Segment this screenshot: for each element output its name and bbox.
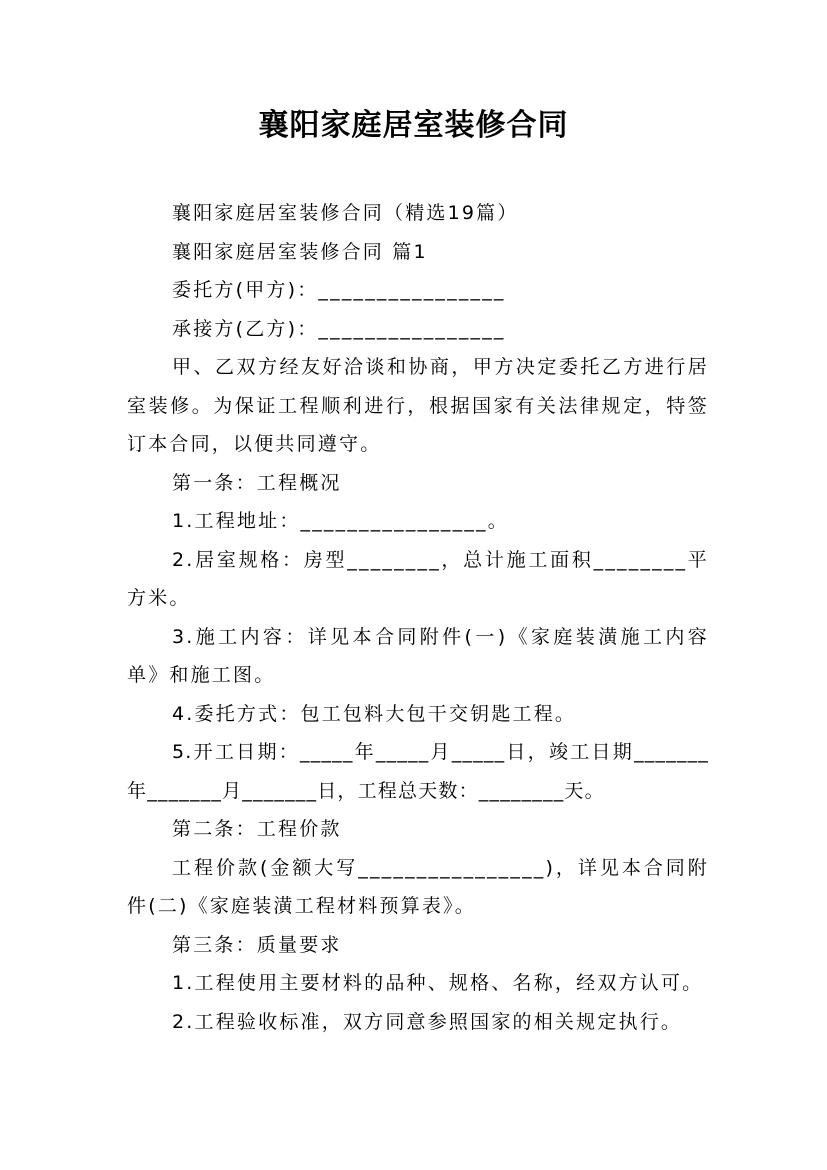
section-heading-paragraph: 襄阳家庭居室装修合同 篇1 — [172, 240, 428, 263]
price-paragraph: 工程价款(金额大写________________)，详见本合同附件(二)《家庭装潢工程材料预算表》。 — [127, 856, 709, 917]
commission-method-line: 4.委托方式：包工包料大包干交钥匙工程。 — [172, 702, 577, 725]
article-1-heading: 第一条：工程概况 — [172, 471, 342, 494]
acceptance-line: 2.工程验收标准，双方同意参照国家的相关规定执行。 — [172, 1010, 683, 1033]
document-body — [127, 194, 709, 1041]
subtitle-paragraph: 襄阳家庭居室装修合同（精选19篇） — [172, 202, 519, 224]
party-b-line: 承接方(乙方)：________________ — [172, 317, 506, 340]
article-2-heading: 第二条：工程价款 — [172, 818, 342, 840]
document-title: 襄阳家庭居室装修合同 — [258, 108, 569, 143]
party-a-line: 委托方(甲方)：________________ — [172, 279, 506, 301]
room-spec-paragraph: 2.居室规格：房型________，总计施工面积________平方米。 — [127, 548, 709, 609]
materials-line: 1.工程使用主要材料的品种、规格、名称，经双方认可。 — [172, 972, 704, 994]
schedule-paragraph: 5.开工日期：_____年_____月_____日，竣工日期_______年_______月_______日，工程总天数：________天。 — [127, 741, 709, 802]
article-3-heading: 第三条：质量要求 — [172, 933, 342, 956]
preamble-paragraph: 甲、乙双方经友好洽谈和协商，甲方决定委托乙方进行居室装修。为保证工程顺利进行，根据国家有关法律规定，特签订本合同，以便共同遵守。 — [127, 356, 709, 455]
project-address-line: 1.工程地址：________________。 — [172, 510, 509, 532]
work-content-paragraph: 3.施工内容：详见本合同附件(一)《家庭装潢施工内容单》和施工图。 — [127, 625, 709, 686]
